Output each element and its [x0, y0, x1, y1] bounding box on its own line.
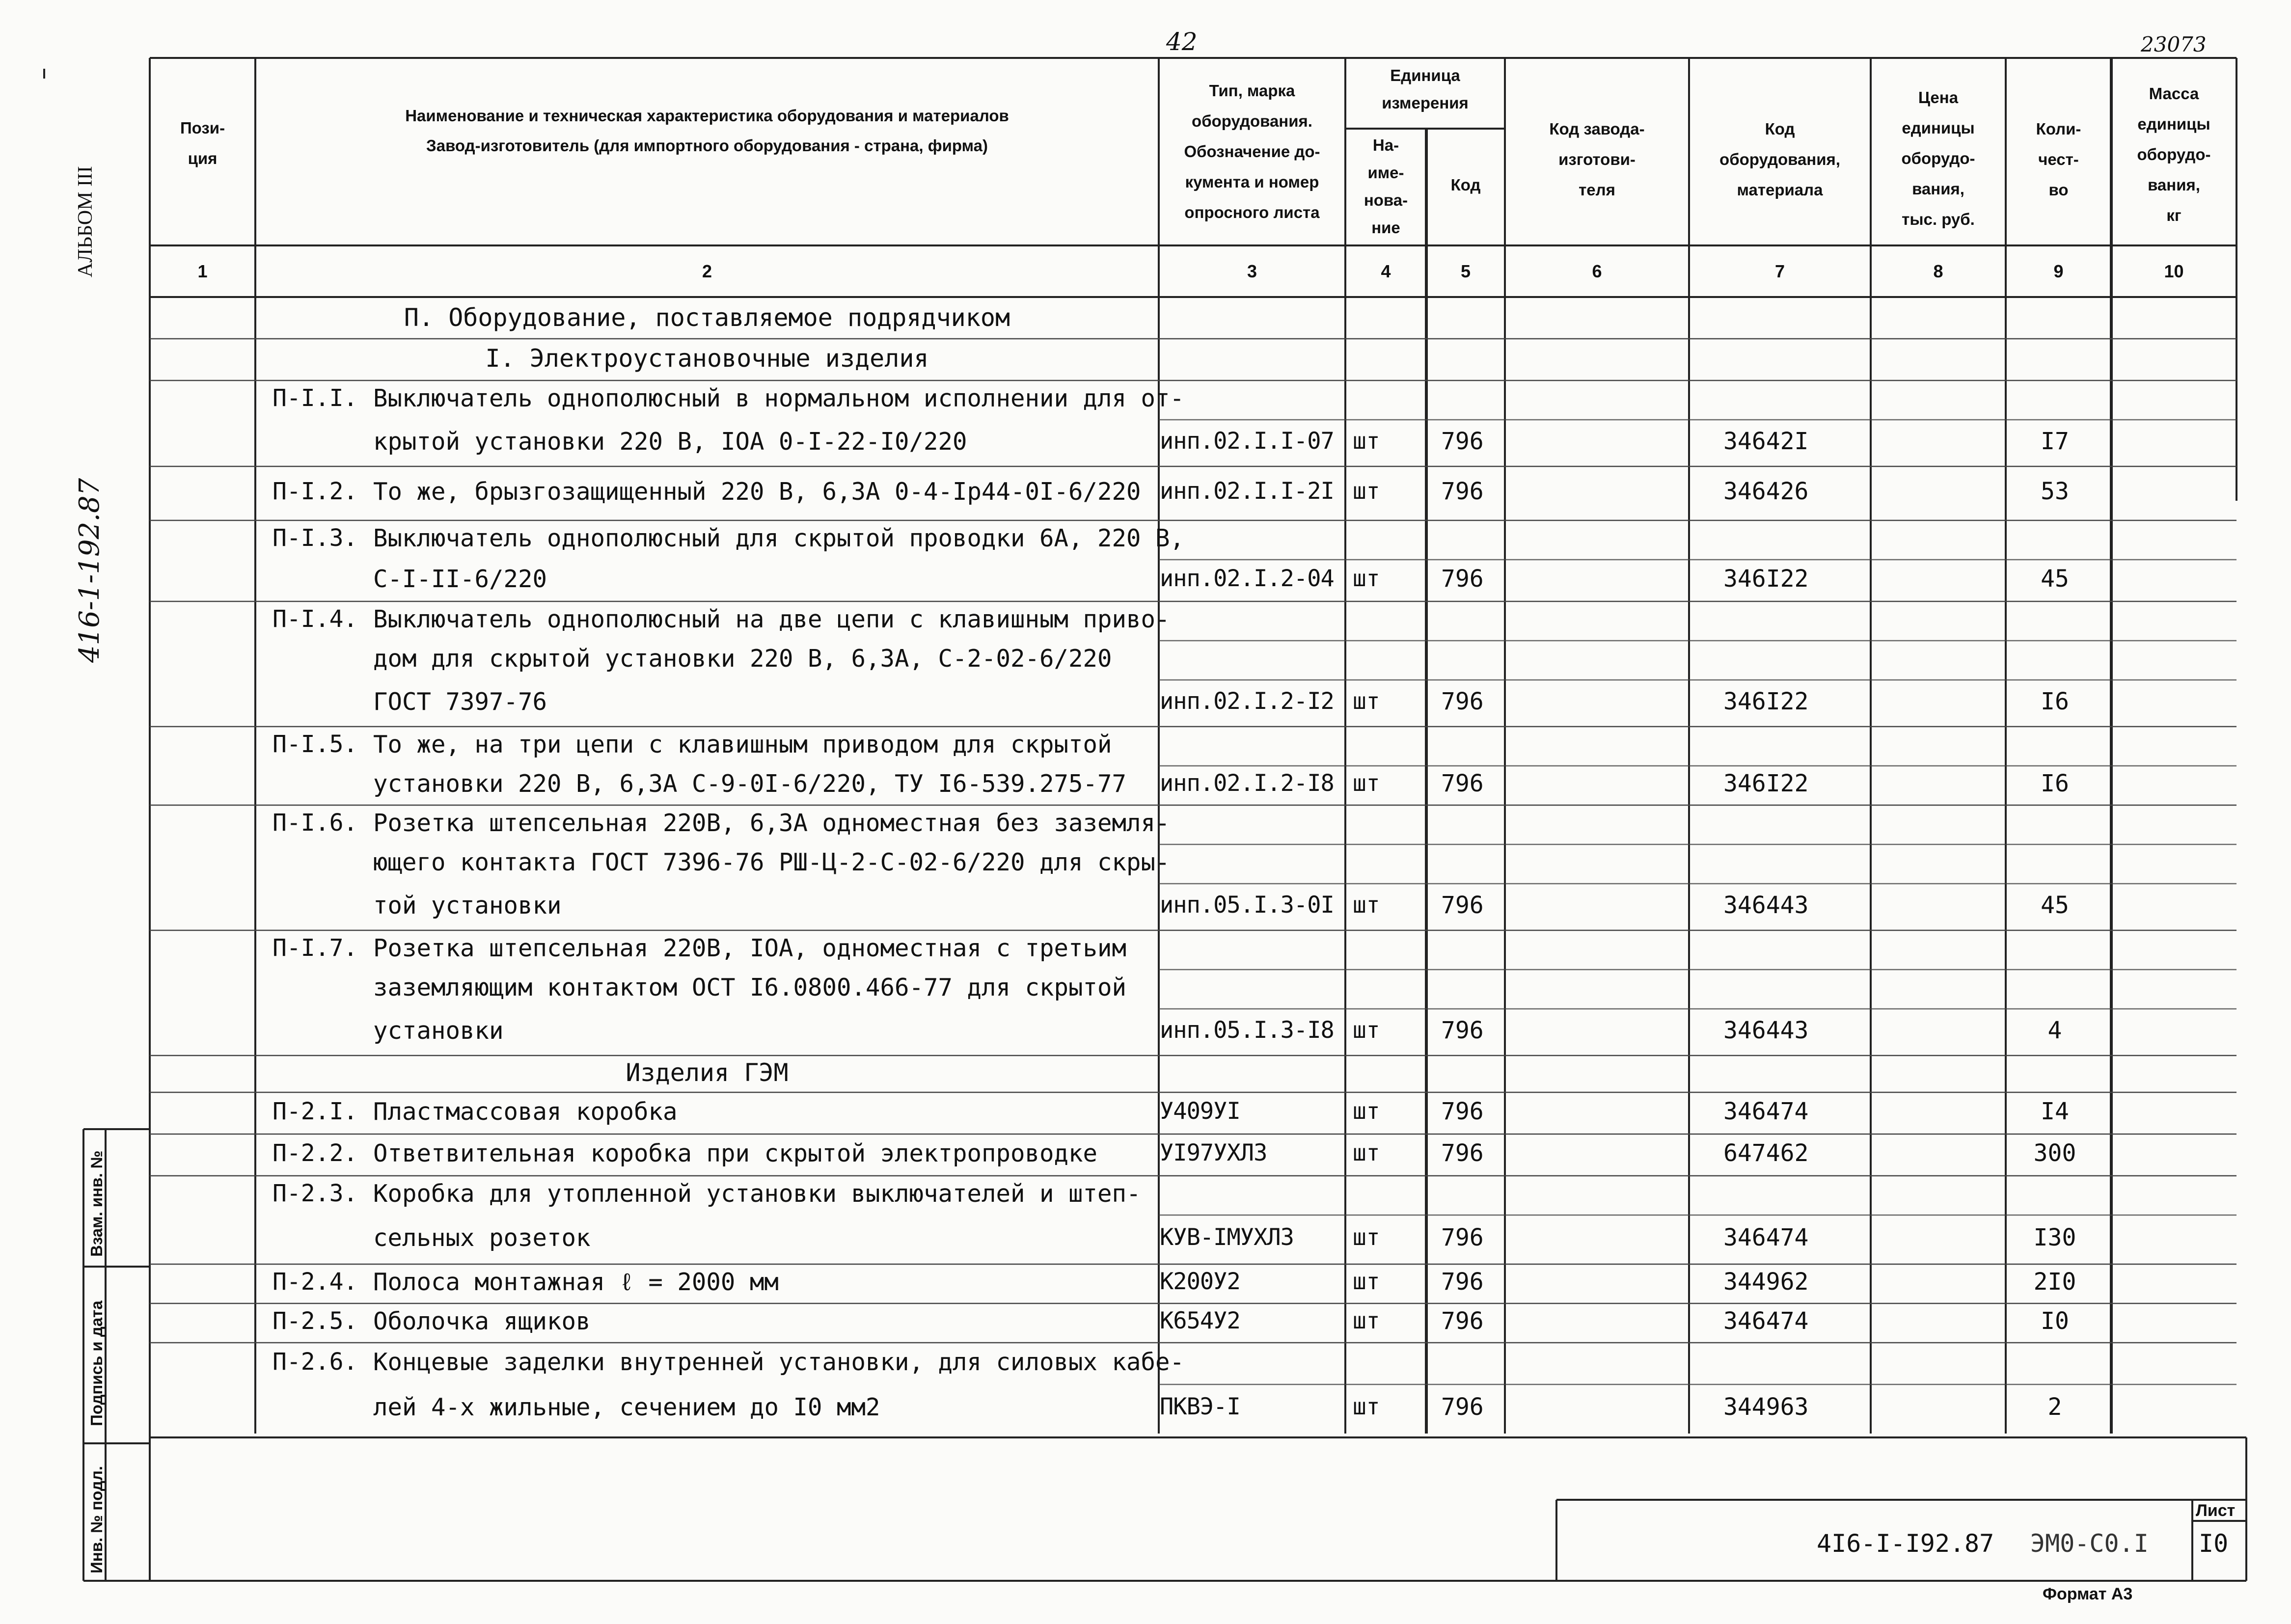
row-equipment-code: 346I22	[1723, 770, 1809, 797]
row-equipment-code: 346443	[1723, 891, 1809, 919]
row-type: К654У2	[1160, 1307, 1240, 1334]
header-unit-name: На- име- нова- ние	[1364, 136, 1408, 237]
row-type: У409УI	[1160, 1097, 1240, 1125]
row-type: УI97УХЛ3	[1160, 1139, 1267, 1166]
row-unit-name: шт	[1353, 1097, 1380, 1124]
column-number: 3	[1247, 261, 1257, 281]
row-position: П-2.4.	[273, 1268, 358, 1296]
row-unit-code: 796	[1441, 478, 1484, 505]
row-position: П-2.I.	[273, 1097, 358, 1125]
row-name: крытой установки 220 В, IOA 0-I-22-I0/220	[373, 427, 967, 456]
row-unit-name: шт	[1353, 1307, 1380, 1334]
row-equipment-code: 346I22	[1723, 687, 1809, 715]
column-number: 2	[702, 261, 712, 281]
row-name: Выключатель однополюсный на две цепи с клавишным приво-	[373, 605, 1170, 633]
header-mass: Масса единицы оборудо- вания, кг	[2137, 84, 2211, 224]
header-quantity: Коли- чест- во	[2036, 120, 2081, 199]
column-number: 1	[197, 261, 208, 281]
row-name: ющего контакта ГОСТ 7396-76 РШ-Ц-2-С-02-6/220 для скры-	[373, 848, 1170, 876]
row-name: Выключатель однополюсный в нормальном исполнении для от-	[373, 384, 1185, 412]
header-equipment-code: Код оборудования, материала	[1719, 120, 1840, 199]
document-number: 23073	[2141, 32, 2207, 56]
section-heading: П. Оборудование, поставляемое подрядчиком	[404, 303, 1010, 332]
row-position: П-I.2.	[273, 478, 358, 505]
page-number: 42	[1166, 27, 1198, 56]
row-quantity: 300	[2033, 1139, 2076, 1167]
row-unit-code: 796	[1441, 1307, 1484, 1335]
row-quantity: 2I0	[2033, 1268, 2076, 1296]
row-name: Розетка штепсельная 220В, 6,3А одноместная без заземля-	[373, 809, 1170, 837]
row-position: П-2.3.	[273, 1180, 358, 1207]
section-heading: Изделия ГЭМ	[626, 1058, 789, 1087]
row-quantity: I30	[2033, 1224, 2076, 1251]
row-unit-name: шт	[1353, 565, 1380, 592]
column-number: 10	[2164, 261, 2184, 281]
row-type: КУВ-IМУХЛ3	[1160, 1224, 1294, 1251]
row-name: То же, брызгозащищенный 220 В, 6,3А 0-4-Iр44-0I-6/220	[373, 478, 1141, 506]
row-position: П-2.5.	[273, 1307, 358, 1335]
column-number: 9	[2053, 261, 2064, 281]
page-format: Формат А3	[2043, 1585, 2133, 1603]
row-name: сельных розеток	[373, 1224, 591, 1252]
row-equipment-code: 344962	[1723, 1268, 1809, 1296]
header-name-line2: Завод-изготовитель (для импортного оборудования - страна, фирма)	[426, 136, 988, 155]
row-quantity: I6	[2041, 770, 2069, 797]
row-quantity: I6	[2041, 687, 2069, 715]
row-unit-name: шт	[1353, 1016, 1380, 1043]
row-name: Пластмассовая коробка	[373, 1097, 678, 1126]
row-equipment-code: 346426	[1723, 478, 1809, 505]
title-sheet-label: Лист	[2196, 1501, 2236, 1520]
header-price: Цена единицы оборудо- вания, тыс. руб.	[1901, 88, 1975, 228]
row-unit-code: 796	[1441, 891, 1484, 919]
row-unit-code: 796	[1441, 1268, 1484, 1296]
row-equipment-code: 346I22	[1723, 565, 1809, 593]
row-position: П-I.7.	[273, 934, 358, 962]
row-name: Ответвительная коробка при скрытой электропроводке	[373, 1139, 1098, 1167]
album-label: АЛЬБОМ III	[74, 166, 97, 277]
row-unit-name: шт	[1353, 1139, 1380, 1166]
row-equipment-code: 34642I	[1723, 427, 1809, 455]
row-unit-code: 796	[1441, 770, 1484, 797]
header-unit-code: Код	[1450, 176, 1481, 194]
row-unit-name: шт	[1353, 478, 1380, 504]
row-name: То же, на три цепи с клавишным приводом для скрытой	[373, 731, 1112, 758]
row-name: Полоса монтажная ℓ = 2000 мм	[373, 1268, 779, 1296]
header-position: Пози- ция	[180, 119, 225, 167]
stamp-inv-replace: Взам. инв. №	[87, 1150, 106, 1257]
section-heading: I. Электроустановочные изделия	[485, 344, 929, 373]
title-sheet-code: ЭМ0-С0.I	[2030, 1529, 2149, 1558]
row-unit-code: 796	[1441, 565, 1484, 593]
row-unit-code: 796	[1441, 1393, 1484, 1421]
row-unit-code: 796	[1441, 1139, 1484, 1167]
row-name: Выключатель однополюсный для скрытой проводки 6А, 220 В,	[373, 524, 1185, 552]
row-position: П-I.4.	[273, 605, 358, 633]
title-doc-code: 4I6-I-I92.87	[1817, 1529, 1994, 1558]
row-position: П-I.3.	[273, 524, 358, 552]
row-type: К200У2	[1160, 1268, 1240, 1295]
column-number: 4	[1381, 261, 1391, 281]
row-type: инп.02.I.2-I8	[1160, 770, 1334, 797]
row-name: ГОСТ 7397-76	[373, 687, 547, 716]
side-document-code: 416-1-192.87	[74, 478, 106, 663]
row-unit-name: шт	[1353, 687, 1380, 714]
row-equipment-code: 647462	[1723, 1139, 1809, 1167]
row-position: П-I.I.	[273, 384, 358, 412]
row-position: П-I.6.	[273, 809, 358, 837]
row-equipment-code: 346474	[1723, 1224, 1809, 1251]
header-type: Тип, марка оборудования. Обозначение до- кумента и номер опросного листа	[1184, 81, 1320, 221]
row-name: той установки	[373, 891, 562, 920]
title-sheet-number: I0	[2199, 1529, 2229, 1558]
row-quantity: 4	[2047, 1016, 2062, 1044]
column-number: 7	[1774, 261, 1785, 281]
row-unit-code: 796	[1441, 1016, 1484, 1044]
row-unit-code: 796	[1441, 687, 1484, 715]
row-type: инп.02.I.I-2I	[1160, 478, 1334, 505]
row-unit-name: шт	[1353, 1393, 1380, 1420]
row-quantity: I4	[2041, 1097, 2069, 1125]
row-name: Коробка для утопленной установки выключателей и штеп-	[373, 1180, 1141, 1208]
row-unit-name: шт	[1353, 1268, 1380, 1295]
row-quantity: I7	[2041, 427, 2069, 455]
row-quantity: 53	[2041, 478, 2069, 505]
header-unit-group: Единица измерения	[1382, 66, 1469, 112]
row-type: инп.02.I.2-04	[1160, 565, 1334, 592]
row-type: ПКВЭ-I	[1160, 1393, 1240, 1420]
row-unit-name: шт	[1353, 427, 1380, 454]
row-name: С-I-II-6/220	[373, 565, 547, 593]
row-unit-code: 796	[1441, 1097, 1484, 1125]
stamp-inv-original: Инв. № подл.	[87, 1466, 106, 1573]
row-name: заземляющим контактом ОСТ I6.0800.466-77 для скрытой	[373, 974, 1127, 1001]
row-name: дом для скрытой установки 220 В, 6,3А, С-2-02-6/220	[373, 645, 1112, 673]
row-name: лей 4-х жильные, сечением до I0 мм2	[373, 1393, 880, 1421]
row-equipment-code: 346443	[1723, 1016, 1809, 1044]
row-unit-code: 796	[1441, 427, 1484, 455]
row-quantity: 45	[2041, 565, 2069, 593]
row-unit-code: 796	[1441, 1224, 1484, 1251]
row-name: установки 220 В, 6,3А С-9-0I-6/220, ТУ I6-539.275-77	[373, 770, 1127, 798]
header-factory-code: Код завода- изготови- теля	[1549, 120, 1645, 199]
row-type: инп.05.I.3-0I	[1160, 891, 1334, 919]
row-quantity: 45	[2041, 891, 2069, 919]
row-name: Розетка штепсельная 220В, IOA, одноместная с третьим	[373, 934, 1127, 962]
column-number: 8	[1933, 261, 1943, 281]
row-unit-name: шт	[1353, 1224, 1380, 1250]
row-unit-name: шт	[1353, 770, 1380, 796]
row-type: инп.05.I.3-I8	[1160, 1016, 1334, 1044]
row-quantity: I0	[2041, 1307, 2069, 1335]
row-name: Оболочка ящиков	[373, 1307, 591, 1335]
row-position: П-2.2.	[273, 1139, 358, 1167]
row-name: установки	[373, 1016, 504, 1045]
column-number: 5	[1460, 261, 1471, 281]
row-unit-name: шт	[1353, 891, 1380, 918]
row-quantity: 2	[2047, 1393, 2062, 1421]
row-name: Концевые заделки внутренней установки, для силовых кабе-	[373, 1348, 1185, 1376]
row-position: П-2.6.	[273, 1348, 358, 1376]
row-equipment-code: 344963	[1723, 1393, 1809, 1421]
header-name-line1: Наименование и техническая характеристика оборудования и материалов	[405, 107, 1009, 125]
row-type: инп.02.I.I-07	[1160, 427, 1334, 455]
stamp-sign-date: Подпись и дата	[87, 1300, 106, 1426]
row-position: П-I.5.	[273, 731, 358, 758]
row-equipment-code: 346474	[1723, 1097, 1809, 1125]
row-equipment-code: 346474	[1723, 1307, 1809, 1335]
row-type: инп.02.I.2-I2	[1160, 687, 1334, 715]
column-number: 6	[1592, 261, 1602, 281]
